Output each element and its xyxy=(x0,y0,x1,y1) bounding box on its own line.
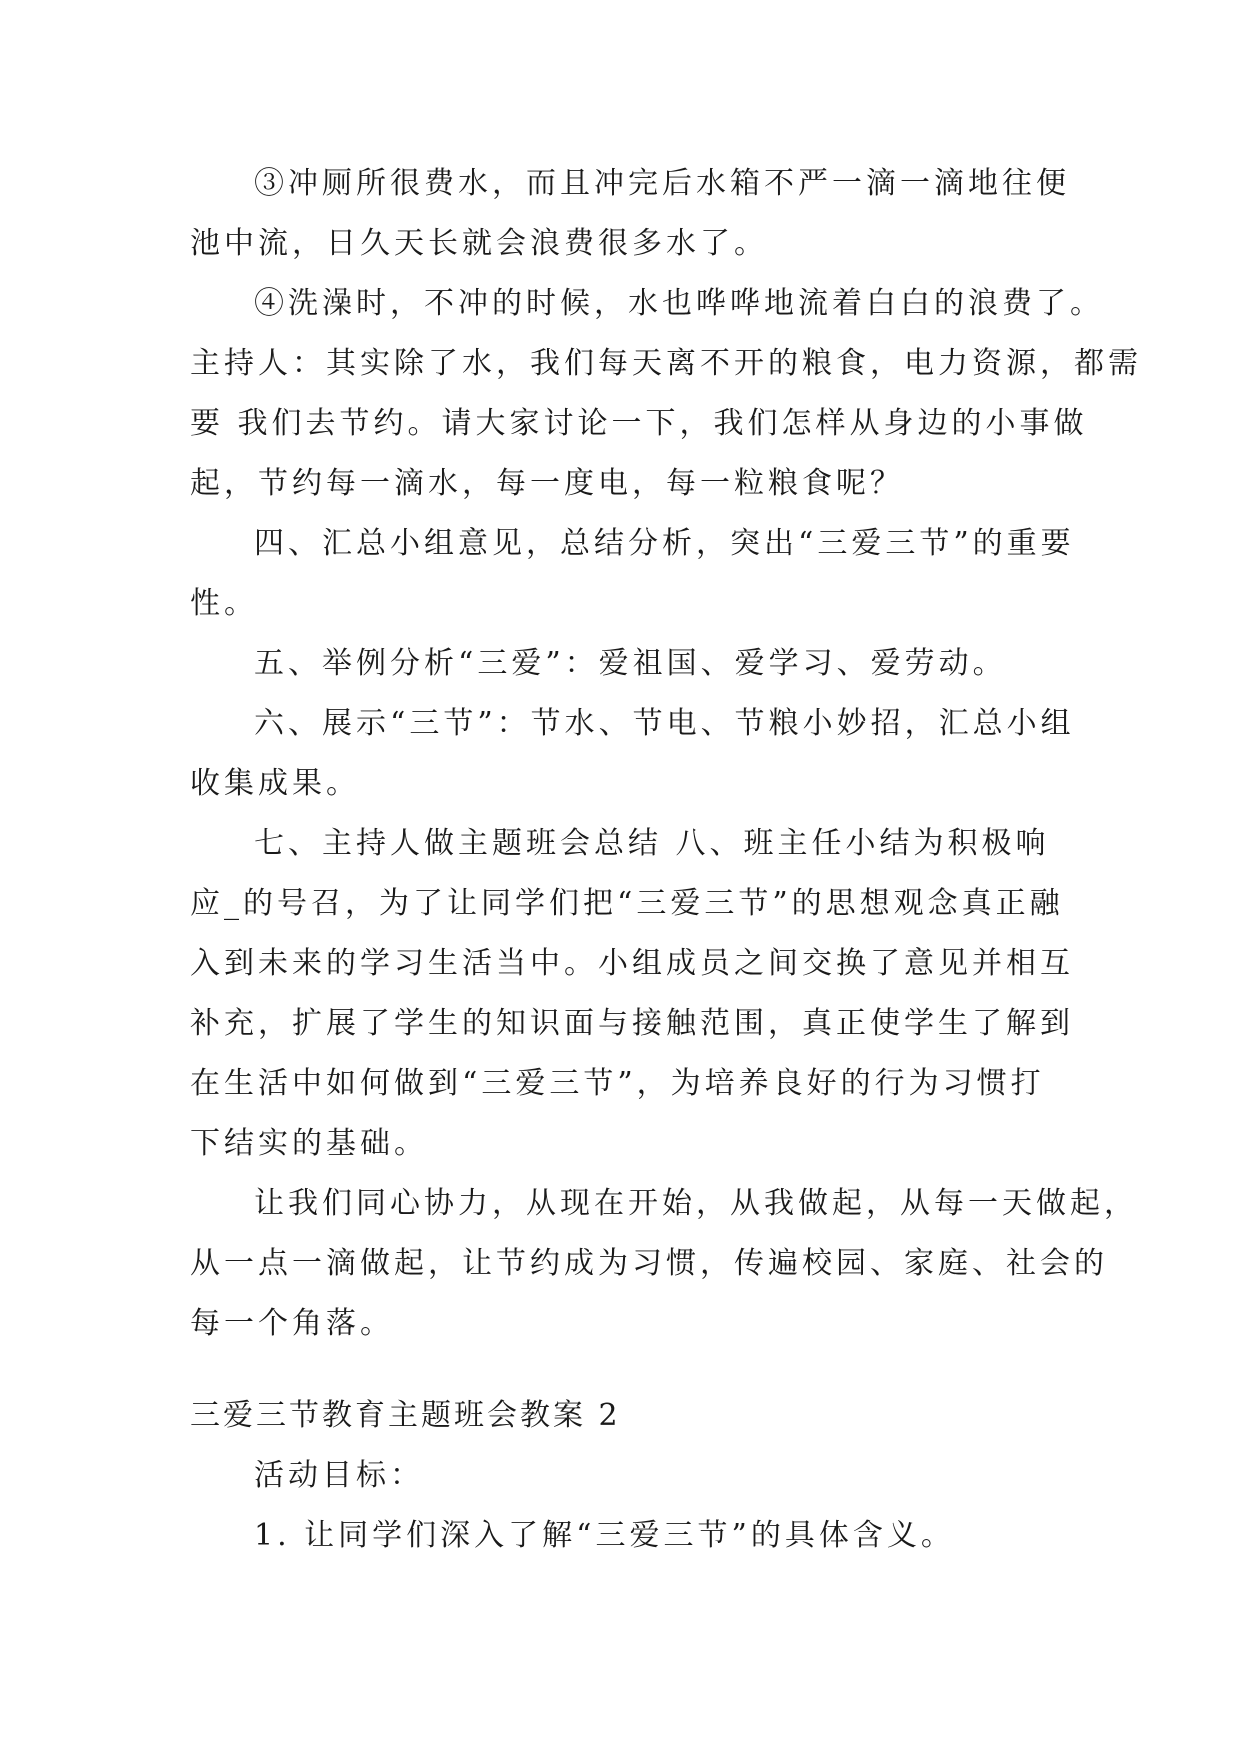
paragraph-line: 让我们同心协力，从现在开始，从我做起，从每一天做起， xyxy=(254,1186,1138,1221)
paragraph-line: 六、展示“三节”：节水、节电、节粮小妙招，汇总小组 xyxy=(254,706,1075,741)
paragraph-line: 1. 让同学们深入了解“三爱三节”的具体含义。 xyxy=(254,1518,955,1553)
paragraph-line: 入到未来的学习生活当中。小组成员之间交换了意见并相互 xyxy=(190,946,1074,981)
paragraph-line: 补充，扩展了学生的知识面与接触范围，真正使学生了解到 xyxy=(190,1006,1074,1041)
paragraph-line: ④洗澡时，不冲的时候，水也哗哗地流着白白的浪费了。 xyxy=(254,286,1104,321)
paragraph-line: 性。 xyxy=(190,586,258,621)
paragraph-line: 从一点一滴做起，让节约成为习惯，传遍校园、家庭、社会的 xyxy=(190,1246,1108,1281)
paragraph-line: 收集成果。 xyxy=(190,766,360,801)
paragraph-line: ③冲厕所很费水，而且冲完后水箱不严一滴一滴地往便 xyxy=(254,166,1070,201)
paragraph-line: 应_的号召，为了让同学们把“三爱三节”的思想观念真正融 xyxy=(190,886,1064,921)
paragraph-line: 四、汇总小组意见，总结分析，突出“三爱三节”的重要 xyxy=(254,526,1075,561)
paragraph-line: 池中流，日久天长就会浪费很多水了。 xyxy=(190,226,768,261)
paragraph-line: 七、主持人做主题班会总结 八、班主任小结为积极响 xyxy=(254,826,1050,861)
paragraph-line: 五、举例分析“三爱”：爱祖国、爱学习、爱劳动。 xyxy=(254,646,1007,681)
paragraph-line: 要 我们去节约。请大家讨论一下，我们怎样从身边的小事做 xyxy=(190,406,1088,441)
paragraph-line: 每一个角落。 xyxy=(190,1306,394,1341)
paragraph-line: 在生活中如何做到“三爱三节”，为培养良好的行为习惯打 xyxy=(190,1066,1045,1101)
paragraph-line: 起，节约每一滴水，每一度电，每一粒粮食呢？ xyxy=(190,466,904,501)
paragraph-line: 活动目标： xyxy=(254,1458,424,1493)
section-heading: 三爱三节教育主题班会教案 2 xyxy=(190,1398,621,1433)
paragraph-line: 主持人：其实除了水，我们每天离不开的粮食，电力资源，都需 xyxy=(190,346,1142,381)
paragraph-line: 下结实的基础。 xyxy=(190,1126,428,1161)
